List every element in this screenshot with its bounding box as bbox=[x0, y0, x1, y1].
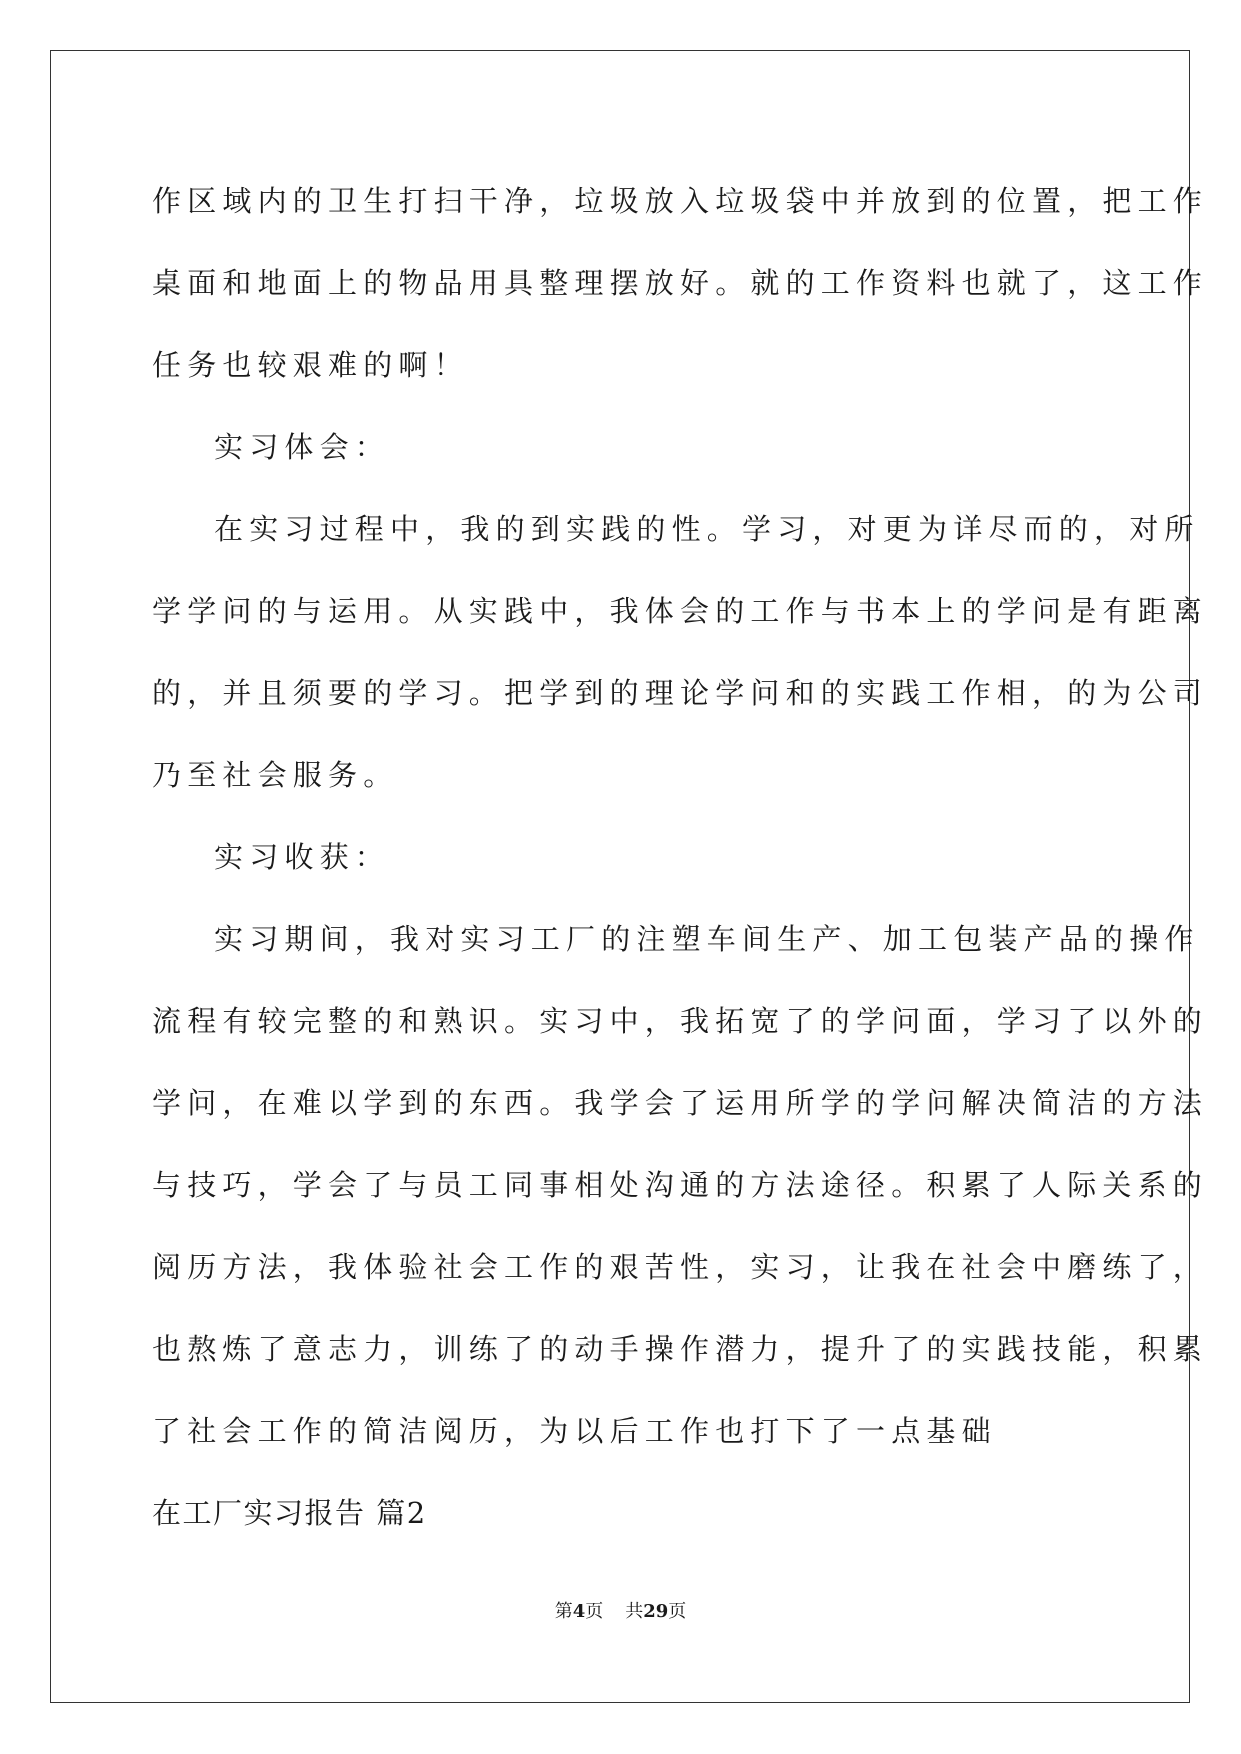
text-line: 作区域内的卫生打扫干净，垃圾放入垃圾袋中并放到的位置，把工作 bbox=[152, 184, 1209, 218]
text-line: 任务也较艰难的啊！ bbox=[152, 348, 469, 382]
section-heading: 在工厂实习报告 篇2 bbox=[152, 1496, 427, 1530]
text-line: 桌面和地面上的物品用具整理摆放好。就的工作资料也就了，这工作 bbox=[152, 266, 1209, 300]
page-number: 4 bbox=[572, 1601, 586, 1622]
text-line: 在实习过程中，我的到实践的性。学习，对更为详尽而的，对所 bbox=[214, 512, 1200, 546]
footer-prefix: 第 bbox=[554, 1601, 573, 1622]
text-line: 阅历方法，我体验社会工作的艰苦性，实习，让我在社会中磨练了， bbox=[152, 1250, 1209, 1284]
total-pages: 29 bbox=[643, 1601, 669, 1622]
footer-page-suffix: 页 bbox=[585, 1601, 604, 1622]
subheading-gains: 实习收获： bbox=[214, 840, 391, 874]
footer-total-suffix: 页 bbox=[668, 1601, 687, 1622]
text-line: 实习期间，我对实习工厂的注塑车间生产、加工包装产品的操作 bbox=[214, 922, 1200, 956]
text-line: 学问，在难以学到的东西。我学会了运用所学的学问解决简洁的方法 bbox=[152, 1086, 1209, 1120]
text-line: 流程有较完整的和熟识。实习中，我拓宽了的学问面，学习了以外的 bbox=[152, 1004, 1209, 1038]
text-line: 也熬炼了意志力，训练了的动手操作潜力，提升了的实践技能，积累 bbox=[152, 1332, 1209, 1366]
text-line: 学学问的与运用。从实践中，我体会的工作与书本上的学问是有距离 bbox=[152, 594, 1209, 628]
document-body bbox=[152, 160, 1209, 1554]
footer-total-prefix: 共 bbox=[625, 1601, 644, 1622]
text-line: 乃至社会服务。 bbox=[152, 758, 399, 792]
text-line: 的，并且须要的学习。把学到的理论学问和的实践工作相，的为公司 bbox=[152, 676, 1209, 710]
text-line: 了社会工作的简洁阅历，为以后工作也打下了一点基础 bbox=[152, 1414, 997, 1448]
page-footer bbox=[0, 1597, 1241, 1623]
subheading-experience: 实习体会： bbox=[214, 430, 391, 464]
text-line: 与技巧，学会了与员工同事相处沟通的方法途径。积累了人际关系的 bbox=[152, 1168, 1209, 1202]
